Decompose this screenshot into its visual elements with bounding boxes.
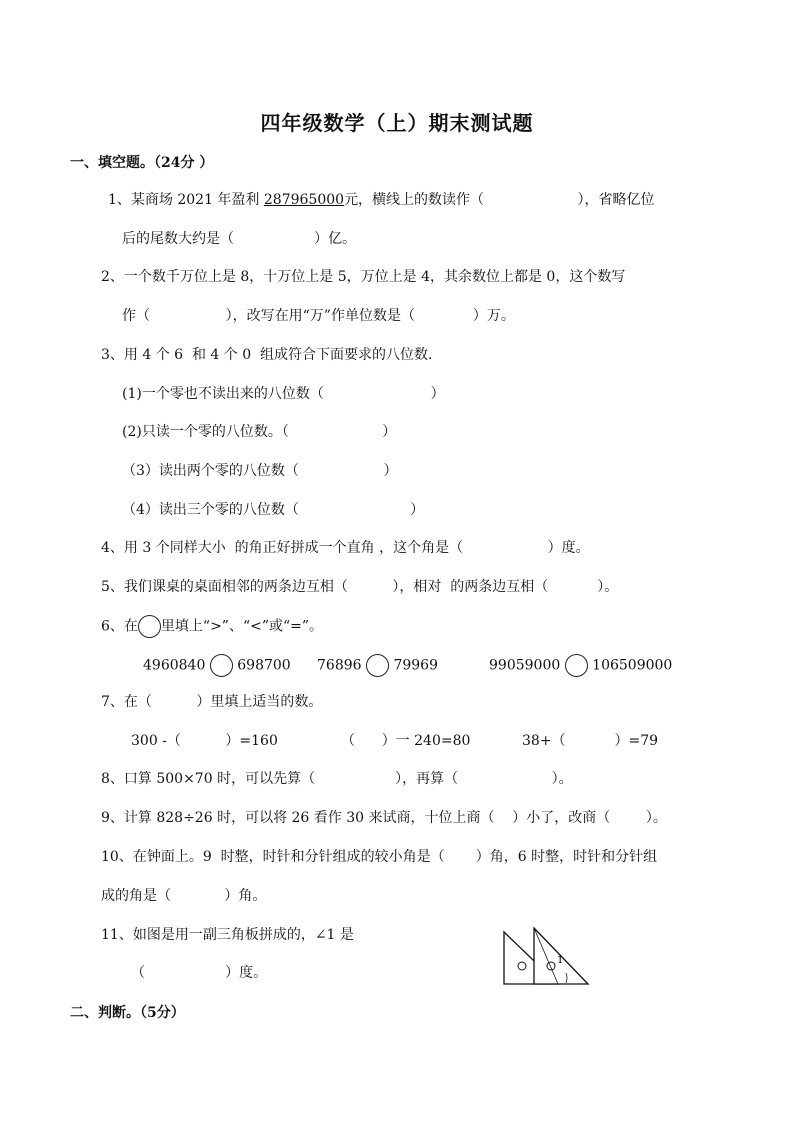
compare-row-3: [489, 654, 672, 677]
question-10-line-2: 成的角是（ ）角。: [101, 888, 267, 904]
question-3-item-4: （4）读出三个零的八位数（ ）: [122, 502, 425, 518]
question-11-line-2: （ ）度。: [131, 965, 268, 981]
question-2-line-1: 2、一个数千万位上是 8，十万位上是 5，万位上是 4，其余数位上都是 0，这个数写: [101, 269, 626, 285]
compare-2-left: 76896: [317, 657, 362, 674]
question-3-item-3: （3）读出两个零的八位数（ ）: [122, 463, 398, 479]
question-7-expr-2: （ ）一 240=80: [341, 733, 471, 749]
section-heading-judge: 二、判断。（5分）: [70, 1005, 185, 1021]
circle-blank-icon: [138, 615, 161, 638]
question-9: 9、计算 828÷26 时，可以将 26 看作 30 来试商，十位上商（ ）小了，改商（ ）。: [101, 810, 667, 826]
question-2-line-2: 作（ ），改写在用“万”作单位数是（ ）万。: [122, 308, 515, 324]
question-3-item-1: (1)一个零也不读出来的八位数（ ）: [122, 386, 445, 402]
question-7-stem: 7、在（ ）里填上适当的数。: [101, 694, 323, 710]
question-7-expr-1: 300 -（ ）=160: [131, 733, 278, 749]
section-heading-fill-blanks: 一、填空题。（24分 ）: [70, 155, 214, 171]
compare-1-circle: [210, 654, 233, 677]
compare-2-circle: [366, 654, 389, 677]
question-1-line-1: [108, 190, 655, 210]
compare-3-left: 99059000: [489, 657, 561, 674]
angle-label: 1: [557, 955, 564, 966]
question-1-line-2: 后的尾数大约是（ ）亿。: [122, 231, 357, 247]
compare-1-left: 4960840: [143, 657, 206, 674]
compare-3-circle: [565, 654, 588, 677]
question-4: 4、用 3 个同样大小 的角正好拼成一个直角 ，这个角是（ ）度。: [101, 540, 590, 556]
compare-row-2: [317, 654, 438, 677]
question-6-text-cont: 里填上“>”、“<”或“=”。: [160, 618, 324, 635]
compare-row: [143, 654, 291, 677]
question-3-item-2: (2)只读一个零的八位数。（ ）: [122, 424, 397, 440]
question-1-text: 1、某商场 2021 年盈利: [108, 192, 264, 208]
underlined-number: 287965000: [263, 192, 345, 208]
question-10-line-1: 10、在钟面上。9 时整，时针和分针组成的较小角是（ ）角，6 时整，时针和分针组: [101, 849, 658, 865]
compare-3-right: 106509000: [592, 657, 673, 674]
question-8: 8、口算 500×70 时，可以先算（ ），再算（ ）。: [101, 771, 573, 787]
page-title: 四年级数学（上）期末测试题: [260, 111, 534, 135]
compare-2-right: 79969: [393, 657, 438, 674]
question-7-expr-3: 38+（ ）=79: [522, 733, 659, 749]
compare-1-right: 698700: [237, 657, 291, 674]
question-11-line-1: 11、如图是用一副三角板拼成的，∠1 是: [101, 927, 354, 943]
question-3-stem: 3、用 4 个 6 和 4 个 0 组成符合下面要求的八位数.: [101, 347, 433, 363]
question-6-text: 6、在: [101, 618, 138, 635]
triangle-rulers-figure: [500, 926, 592, 988]
question-6-stem: [101, 615, 323, 638]
question-5: 5、我们课桌的桌面相邻的两条边互相（ ），相对 的两条边互相（ ）。: [101, 579, 619, 595]
question-1-text-cont: 元，横线上的数读作（ ），省略亿位: [344, 192, 655, 208]
